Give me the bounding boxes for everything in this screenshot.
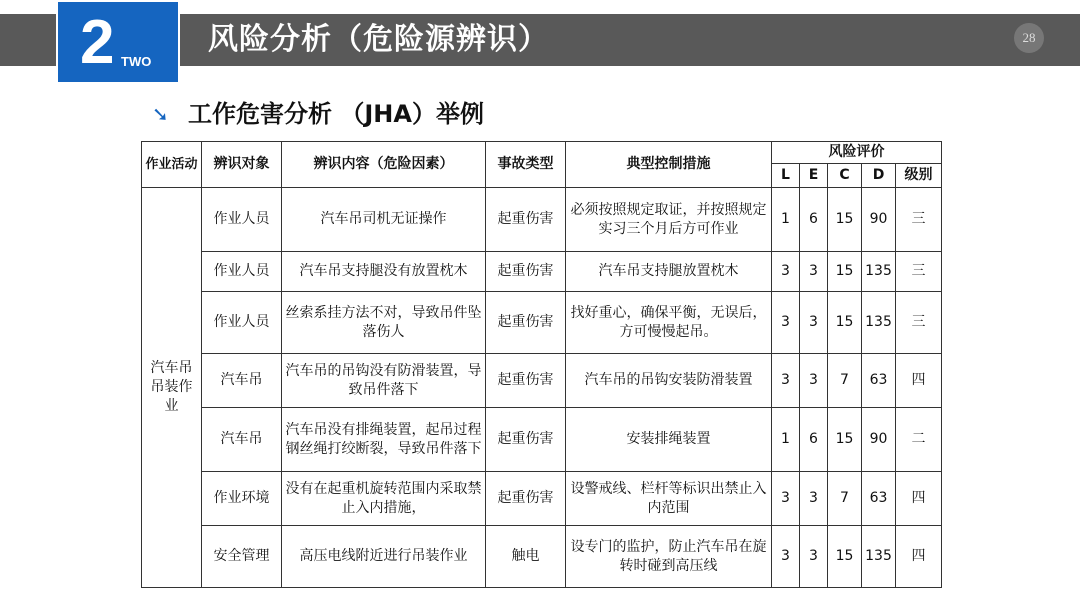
table-row: [142, 526, 942, 588]
cell-level: 二: [896, 408, 942, 472]
cell-control: 设专门的监护，防止汽车吊在旋转时碰到高压线: [566, 526, 772, 588]
header-C: C: [828, 164, 862, 188]
jha-table: [141, 141, 942, 588]
cell-control: 设警戒线、栏杆等标识出禁止入内范围: [566, 472, 772, 526]
table-row: [142, 472, 942, 526]
activity-cell: 汽车吊吊装作业: [142, 188, 202, 588]
cell-object: 作业环境: [202, 472, 282, 526]
table-row: [142, 354, 942, 408]
cell-content: 丝索系挂方法不对，导致吊件坠落伤人: [282, 292, 486, 354]
cell-C: 15: [828, 292, 862, 354]
header-L: L: [772, 164, 800, 188]
cell-C: 15: [828, 408, 862, 472]
arrow-down-right-icon: ➘: [152, 102, 169, 126]
cell-control: 找好重心，确保平衡，无误后，方可慢慢起吊。: [566, 292, 772, 354]
cell-C: 15: [828, 526, 862, 588]
cell-accident: 起重伤害: [486, 292, 566, 354]
cell-L: 1: [772, 408, 800, 472]
header-E: E: [800, 164, 828, 188]
cell-control: 安装排绳装置: [566, 408, 772, 472]
cell-L: 3: [772, 252, 800, 292]
cell-D: 135: [862, 526, 896, 588]
cell-accident: 起重伤害: [486, 188, 566, 252]
table-row: [142, 188, 942, 252]
cell-object: 汽车吊: [202, 408, 282, 472]
cell-level: 三: [896, 292, 942, 354]
cell-C: 15: [828, 252, 862, 292]
cell-L: 3: [772, 354, 800, 408]
cell-D: 63: [862, 472, 896, 526]
cell-C: 7: [828, 472, 862, 526]
table-row: [142, 252, 942, 292]
page-title: 风险分析（危险源辨识）: [208, 22, 549, 57]
cell-accident: 起重伤害: [486, 252, 566, 292]
section-word: TWO: [121, 54, 152, 69]
cell-level: 四: [896, 354, 942, 408]
cell-accident: 起重伤害: [486, 408, 566, 472]
header-level: 级别: [896, 164, 942, 188]
header-control: 典型控制措施: [566, 142, 772, 188]
cell-accident: 起重伤害: [486, 354, 566, 408]
cell-content: 汽车吊司机无证操作: [282, 188, 486, 252]
cell-C: 15: [828, 188, 862, 252]
header-object: 辨识对象: [202, 142, 282, 188]
cell-object: 安全管理: [202, 526, 282, 588]
cell-object: 汽车吊: [202, 354, 282, 408]
table-row: [142, 408, 942, 472]
cell-L: 3: [772, 526, 800, 588]
cell-C: 7: [828, 354, 862, 408]
cell-control: 必须按照规定取证，并按照规定实习三个月后方可作业: [566, 188, 772, 252]
header-content: 辨识内容（危险因素）: [282, 142, 486, 188]
cell-control: 汽车吊支持腿放置枕木: [566, 252, 772, 292]
cell-content: 汽车吊没有排绳装置，起吊过程钢丝绳打绞断裂，导致吊件落下: [282, 408, 486, 472]
cell-object: 作业人员: [202, 292, 282, 354]
cell-E: 3: [800, 292, 828, 354]
cell-content: 汽车吊支持腿没有放置枕木: [282, 252, 486, 292]
cell-D: 135: [862, 252, 896, 292]
cell-accident: 起重伤害: [486, 472, 566, 526]
cell-E: 3: [800, 472, 828, 526]
table-row: [142, 292, 942, 354]
cell-content: 没有在起重机旋转范围内采取禁止入内措施，: [282, 472, 486, 526]
cell-D: 90: [862, 188, 896, 252]
cell-E: 3: [800, 526, 828, 588]
cell-object: 作业人员: [202, 188, 282, 252]
cell-L: 3: [772, 292, 800, 354]
cell-control: 汽车吊的吊钩安装防滑装置: [566, 354, 772, 408]
cell-L: 1: [772, 188, 800, 252]
cell-accident: 触电: [486, 526, 566, 588]
cell-D: 135: [862, 292, 896, 354]
header-activity: 作业活动: [142, 142, 202, 188]
cell-level: 三: [896, 252, 942, 292]
cell-E: 3: [800, 354, 828, 408]
cell-level: 四: [896, 526, 942, 588]
page-number-badge: 28: [1014, 23, 1044, 53]
cell-content: 汽车吊的吊钩没有防滑装置，导致吊件落下: [282, 354, 486, 408]
section-number: 2: [80, 8, 115, 77]
cell-level: 四: [896, 472, 942, 526]
cell-content: 高压电线附近进行吊装作业: [282, 526, 486, 588]
cell-E: 6: [800, 408, 828, 472]
cell-L: 3: [772, 472, 800, 526]
cell-level: 三: [896, 188, 942, 252]
section-badge: [56, 0, 180, 84]
cell-E: 3: [800, 252, 828, 292]
cell-D: 63: [862, 354, 896, 408]
cell-E: 6: [800, 188, 828, 252]
cell-object: 作业人员: [202, 252, 282, 292]
header-risk-eval: 风险评价: [772, 142, 942, 164]
section-subtitle: 工作危害分析 （JHA）举例: [188, 100, 484, 128]
header-D: D: [862, 164, 896, 188]
cell-D: 90: [862, 408, 896, 472]
header-accident: 事故类型: [486, 142, 566, 188]
